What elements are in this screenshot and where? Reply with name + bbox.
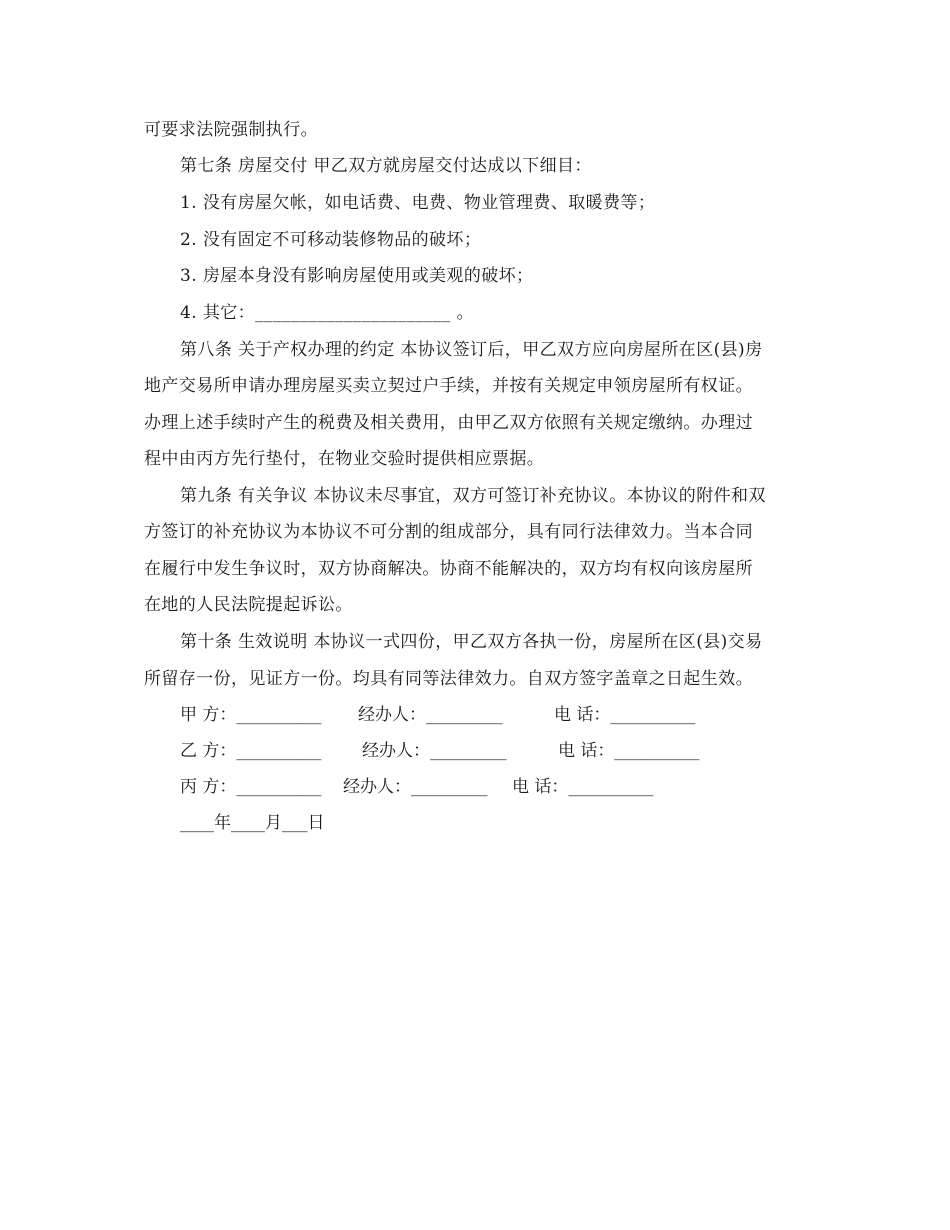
party-a-agent-field: 经办人：_________ [358,705,503,725]
list-item-2: 2. 没有固定不可移动装修物品的破坏； [180,230,482,250]
article-10-line: 所留存一份，见证方一份。均具有同等法律效力。自双方签字盖章之日起生效。 [144,669,753,689]
article-9-line: 第九条 有关争议 本协议未尽事宜，双方可签订补充协议。本协议的附件和双 [180,486,766,506]
party-c-phone-field: 电 话：__________ [512,777,654,797]
article-8-line: 地产交易所申请办理房屋买卖立契过户手续，并按有关规定申领房屋所有权证。 [144,376,753,396]
article-8-line: 第八条 关于产权办理的约定 本协议签订后，甲乙双方应向房屋所在区(县)房 [180,340,763,360]
party-b-phone-field: 电 话：__________ [558,741,700,761]
paragraph-line: 可要求法院强制执行。 [144,120,318,140]
article-9-line: 方签订的补充协议为本协议不可分割的组成部分，具有同行法律效力。当本合同 [144,522,753,542]
article-8-line: 程中由丙方先行垫付，在物业交验时提供相应票据。 [144,449,545,469]
party-a-phone-field: 电 话：__________ [554,705,696,725]
party-c-field: 丙 方：__________ [180,777,322,797]
party-a-field: 甲 方：__________ [180,705,322,725]
party-b-agent-field: 经办人：_________ [362,741,507,761]
party-b-field: 乙 方：__________ [180,741,322,761]
article-8-line: 办理上述手续时产生的税费及相关费用，由甲乙双方依照有关规定缴纳。办理过 [144,413,753,433]
list-item-4: 4. 其它：______________________ 。 [180,303,475,323]
article-7-heading: 第七条 房屋交付 甲乙双方就房屋交付达成以下细目： [180,156,592,176]
list-item-1: 1. 没有房屋欠帐，如电话费、电费、物业管理费、取暖费等； [180,193,656,213]
list-item-3: 3. 房屋本身没有影响房屋使用或美观的破坏； [180,266,534,286]
article-9-line: 在地的人民法院提起诉讼。 [144,595,353,615]
date-line: ____年____月___日 [180,813,325,833]
article-10-line: 第十条 生效说明 本协议一式四份，甲乙双方各执一份，房屋所在区(县)交易 [180,632,763,652]
party-c-agent-field: 经办人：_________ [343,777,488,797]
article-9-line: 在履行中发生争议时，双方协商解决。协商不能解决的，双方均有权向该房屋所 [144,559,753,579]
